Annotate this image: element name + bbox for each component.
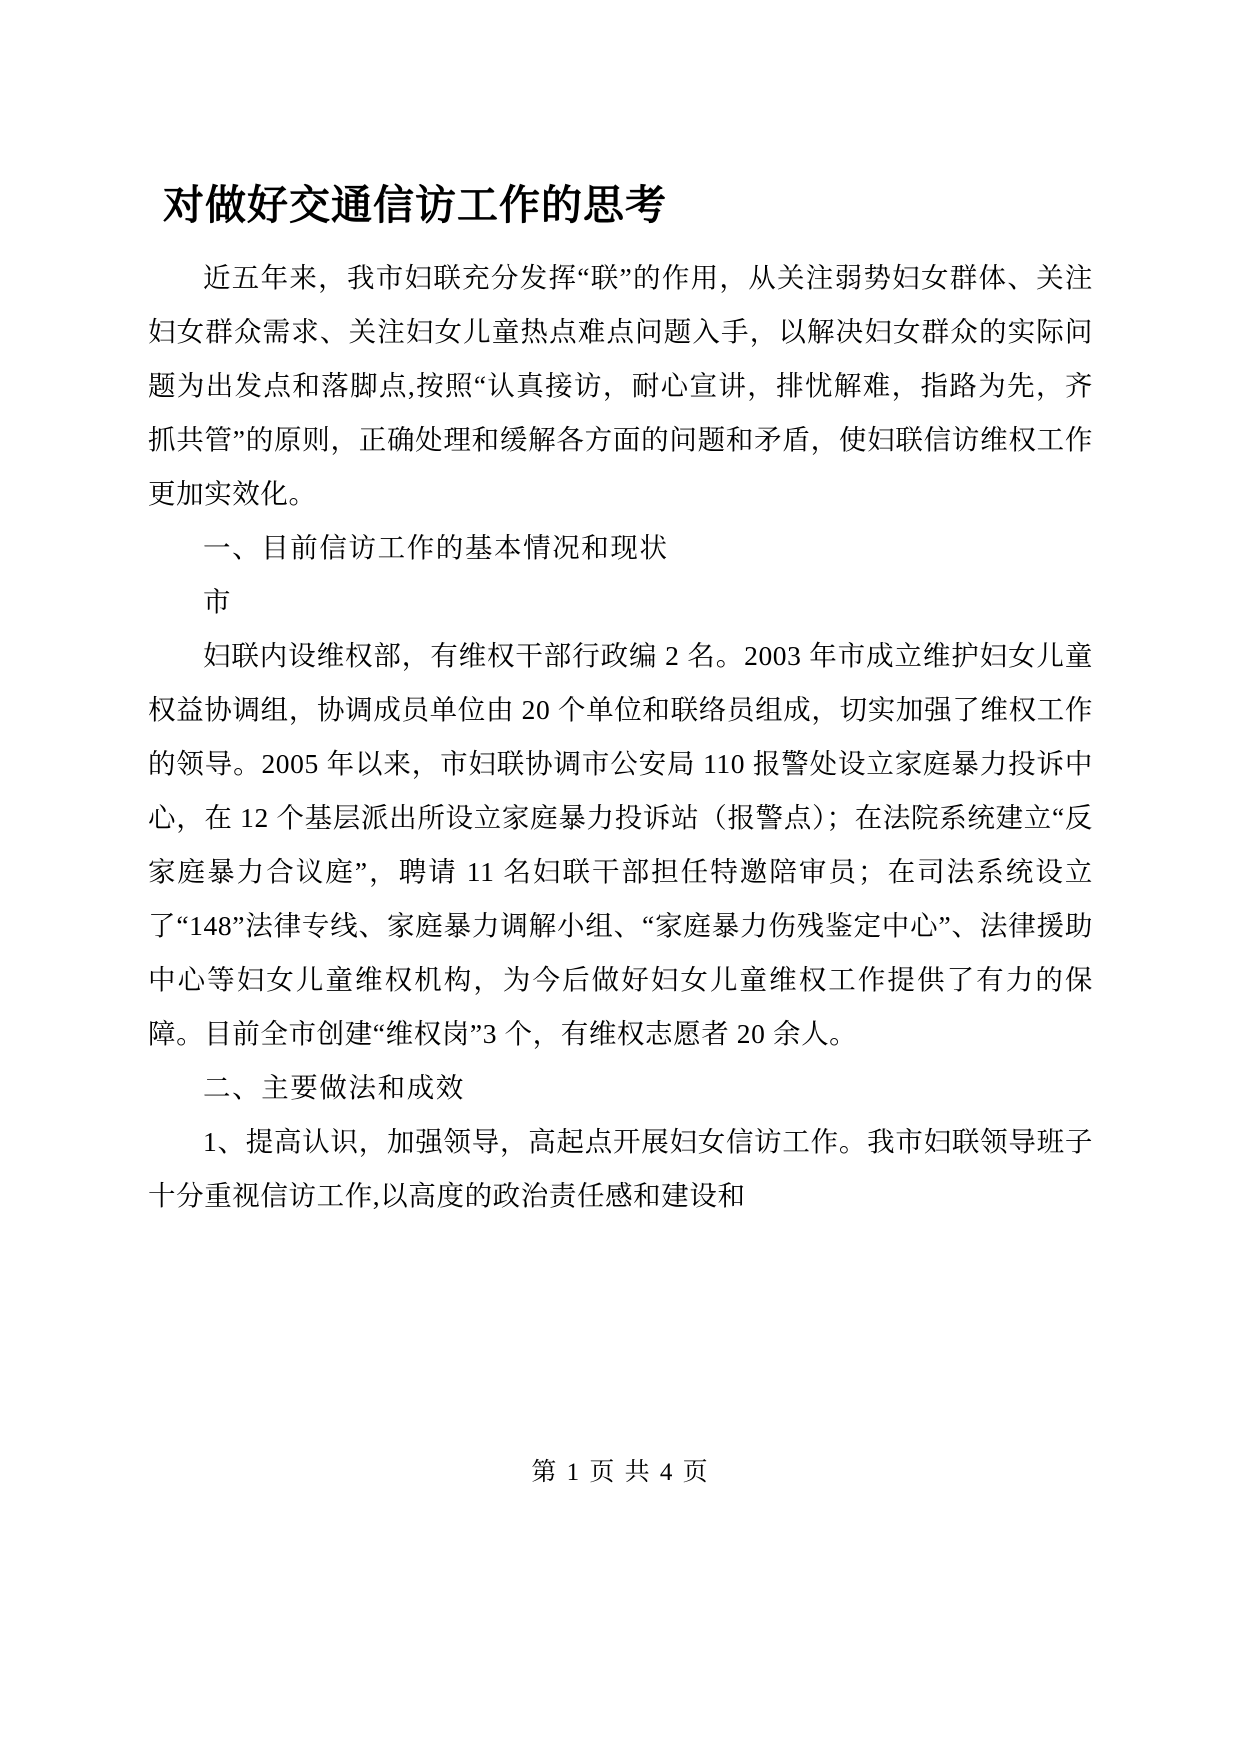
paragraph-2: 一、目前信访工作的基本情况和现状 <box>203 532 669 564</box>
paragraph-3: 市 <box>203 586 233 618</box>
paragraph-4: 妇联内设维权部，有维权干部行政编 2 名。2003 年市成立维护妇女儿童权益协调组，协调成员单位由 20 个单位和联络员组成，切实加强了维权工作的领导。2005 年以来，市妇联协调市公安局 110 报警处设立家庭暴力投诉中心，在 12 个基层派出所设立家庭暴力投诉站（报警点）；在法院系统建立“反家庭暴力合议庭”，聘请 11 名妇联干部担任特邀陪审员；在司法系统设立了“148”法律专线、家庭暴力调解小组、“家庭暴力伤残鉴定中心”、法律援助中心等妇女儿童维权机构，为今后做好妇女儿童维权工作提供了有力的保障。目前全市创建“维权岗”3 个，有维权志愿者 20 余人。 <box>148 640 1093 1050</box>
page-title: 对做好交通信访工作的思考 <box>163 182 667 228</box>
paragraph-5: 二、主要做法和成效 <box>203 1072 465 1104</box>
paragraph-1: 近五年来，我市妇联充分发挥“联”的作用，从关注弱势妇女群体、关注妇女群众需求、关注妇女儿童热点难点问题入手，以解决妇女群众的实际问题为出发点和落脚点,按照“认真接访，耐心宣讲，排忧解难，指路为先，齐抓共管”的原则，正确处理和缓解各方面的问题和矛盾，使妇联信访维权工作更加实效化。 <box>148 262 1093 510</box>
document-body <box>148 178 1093 1223</box>
paragraph-6: 1、提高认识，加强领导，高起点开展妇女信访工作。我市妇联领导班子十分重视信访工作,以高度的政治责任感和建设和 <box>148 1126 1093 1212</box>
page-footer: 第 1 页 共 4 页 <box>531 1459 710 1486</box>
